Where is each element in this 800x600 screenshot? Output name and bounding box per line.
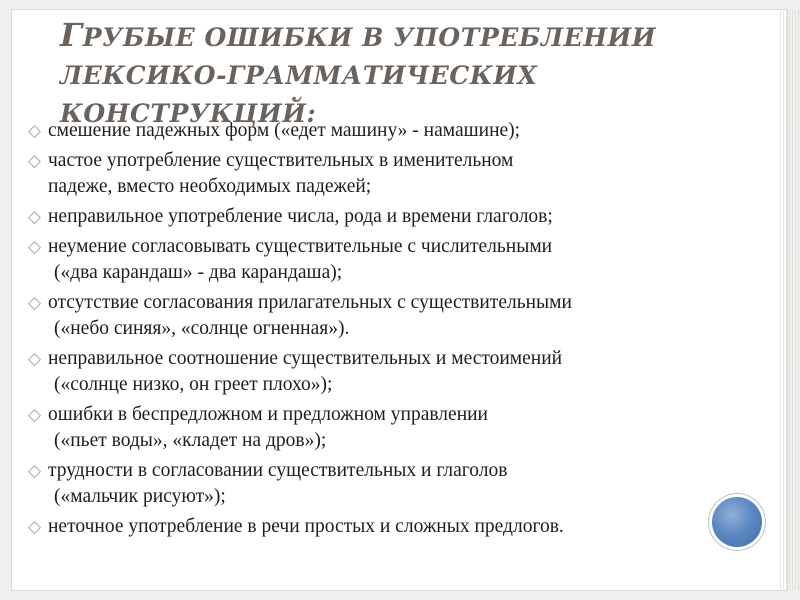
slide-title — [60, 16, 760, 133]
bullet-item — [22, 234, 742, 286]
hollow-diamond-icon: ◇ — [28, 151, 42, 171]
hollow-diamond-icon: ◇ — [28, 461, 42, 481]
bullet-item — [22, 402, 742, 454]
bullet-text: трудности в согласовании существительных и глаголов — [48, 460, 508, 481]
bullet-continuation: («два карандаш» - два карандаша); — [54, 262, 343, 283]
bullet-item — [22, 346, 742, 398]
bullet-text: неправильное соотношение существительных и местоимений — [48, 348, 563, 369]
bullet-item — [22, 148, 518, 200]
bullet-text: неумение согласовывать существительные с числительными — [48, 236, 553, 257]
bullet-continuation: («пьет воды», «кладет на дров»); — [54, 430, 327, 451]
hollow-diamond-icon: ◇ — [28, 405, 42, 425]
bullet-text: отсутствие согласования прилагательных с существительными — [48, 292, 572, 313]
bullet-continuation: («солнце низко, он греет плохо»); — [54, 374, 333, 395]
hollow-diamond-icon: ◇ — [28, 349, 42, 369]
hollow-diamond-icon: ◇ — [28, 237, 42, 257]
bullet-item — [22, 290, 742, 342]
decorative-orb — [712, 497, 762, 547]
bullet-continuation: («мальчик рисуют»); — [54, 486, 226, 507]
bullet-text: смешение падежных форм («едет машину» - намашине); — [48, 120, 521, 141]
bullet-continuation: («небо синяя», «солнце огненная»). — [54, 318, 350, 339]
bullet-text: неточное употребление в речи простых и сложных предлогов. — [48, 516, 564, 537]
hollow-diamond-icon: ◇ — [28, 207, 42, 227]
bullet-item — [22, 118, 742, 144]
bullet-item — [22, 204, 742, 230]
hollow-diamond-icon: ◇ — [28, 517, 42, 537]
title-text: РУБЫЕ ОШИБКИ В УПОТРЕБЛЕНИИ ЛЕКСИКО-ГРАММАТИЧЕСКИХ КОНСТРУКЦИЙ: — [60, 23, 657, 128]
bullet-item — [22, 458, 742, 510]
decorative-stripes — [780, 10, 800, 590]
bullet-text: неправильное употребление числа, рода и времени глаголов; — [48, 206, 553, 227]
bullet-text: частое употребление существительных в именительном падеже, вместо необходимых падежей; — [48, 150, 514, 197]
title-first-letter: Г — [60, 16, 83, 54]
hollow-diamond-icon: ◇ — [28, 293, 42, 313]
bullet-text: ошибки в беспредложном и предложном управлении — [48, 404, 488, 425]
bullet-item — [22, 514, 742, 540]
hollow-diamond-icon: ◇ — [28, 121, 42, 141]
bullet-list — [22, 118, 742, 544]
